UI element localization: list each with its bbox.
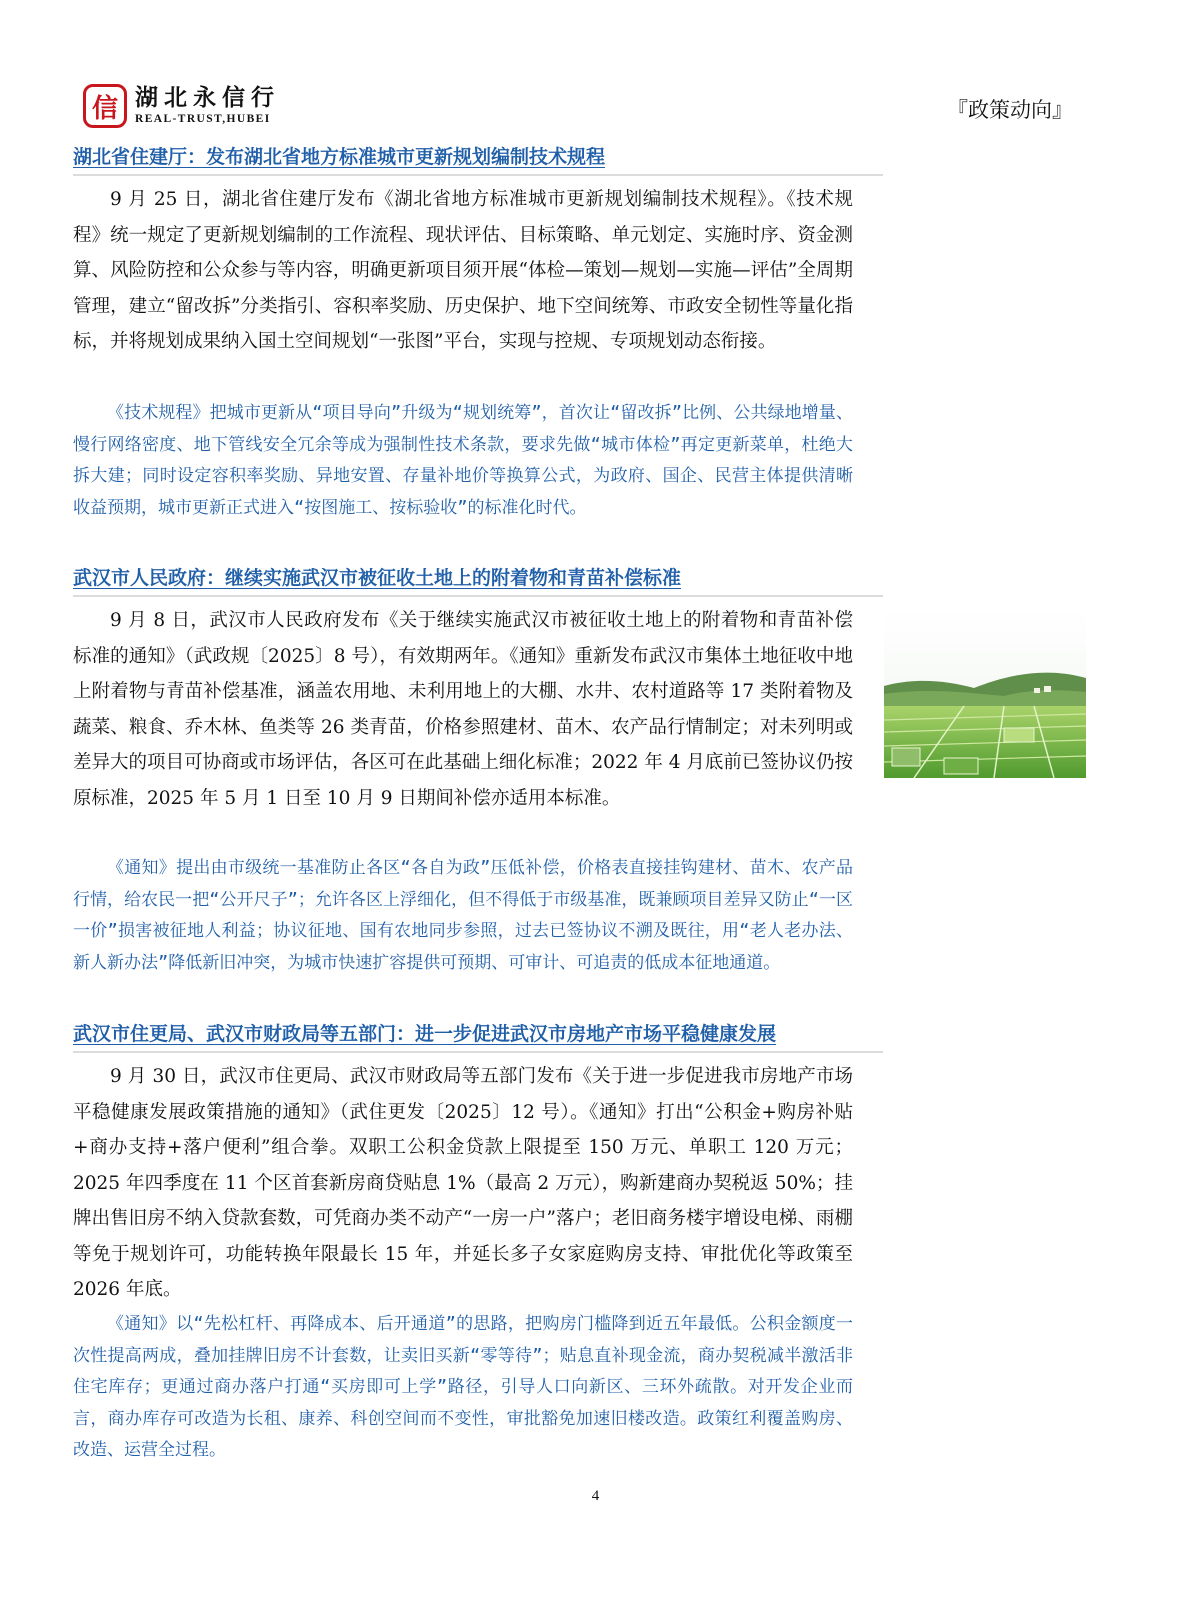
company-logo	[83, 82, 280, 130]
article-comment-3: 《通知》以“先松杠杆、再降成本、后开通道”的思路，把购房门槛降到近五年最低。公积金额度一次性提高两成，叠加挂牌旧房不计套数，让卖旧买新“零等待”；贴息直补现金流，商办契税减半激活非住宅库存；更通过商办落户打通“买房即可上学”路径，引导人口向新区、三环外疏散。对开发企业而言，商办库存可改造为长租、康养、科创空间而不变性，审批豁免加速旧楼改造。政策红利覆盖购房、改造、运营全过程。	[73, 1314, 853, 1460]
article-comment-1: 《技术规程》把城市更新从“项目导向”升级为“规划统筹”，首次让“留改拆”比例、公共绿地增量、慢行网络密度、地下管线安全冗余等成为强制性技术条款，要求先做“城市体检”再定更新菜单，杜绝大拆大建；同时设定容积率奖励、异地安置、存量补地价等换算公式，为政府、国企、民营主体提供清晰收益预期，城市更新正式进入“按图施工、按标验收”的标准化时代。	[73, 403, 853, 518]
article-body-2: 9 月 8 日，武汉市人民政府发布《关于继续实施武汉市被征收土地上的附着物和青苗补偿标准的通知》（武政规〔2025〕8 号），有效期两年。《通知》重新发布武汉市集体土地征收中地上附着物与青苗补偿基准，涵盖农用地、未利用地上的大棚、水井、农村道路等 17 类附着物及蔬菜、粮食、乔木林、鱼类等 26 类青苗，价格参照建材、苗木、农产品行情制定；对未列明或差异大的项目可协商或市场评估，各区可在此基础上细化标准；2022 年 4 月底前已签协议仍按原标准，2025 年 5 月 1 日至 10 月 9 日期间补偿亦适用本标准。	[73, 610, 853, 809]
logo-seal-icon: 信	[83, 84, 127, 128]
article-body-3: 9 月 30 日，武汉市住更局、武汉市财政局等五部门发布《关于进一步促进我市房地产市场平稳健康发展政策措施的通知》（武住更发〔2025〕12 号）。《通知》打出“公积金+购房补贴+商办支持+落户便利”组合拳。双职工公积金贷款上限提至 150 万元、单职工 120 万元；2025 年四季度在 11 个区首套新房商贷贴息 1%（最高 2 万元），购新建商办契税返 50%；挂牌出售旧房不纳入贷款套数，可凭商办类不动产“一房一户”落户；老旧商务楼宇增设电梯、雨棚等免于规划许可，功能转换年限最长 15 年，并延长多子女家庭购房支持、审批优化等政策至 2026 年底。	[73, 1066, 853, 1300]
article-body-1: 9 月 25 日，湖北省住建厅发布《湖北省地方标准城市更新规划编制技术规程》。《技术规程》统一规定了更新规划编制的工作流程、现状评估、目标策略、单元划定、实施时序、资金测算、风险防控和公众参与等内容，明确更新项目须开展“体检—策划—规划—实施—评估”全周期管理，建立“留改拆”分类指引、容积率奖励、历史保护、地下空间统筹、市政安全韧性等量化指标，并将规划成果纳入国土空间规划“一张图”平台，实现与控规、专项规划动态衔接。	[73, 189, 853, 352]
company-name-en: REAL-TRUST,HUBEI	[135, 112, 271, 125]
article-title-2: 武汉市人民政府：继续实施武汉市被征收土地上的附着物和青苗补偿标准	[73, 565, 883, 597]
article-comment-2: 《通知》提出由市级统一基准防止各区“各自为政”压低补偿，价格表直接挂钩建材、苗木、农产品行情，给农民一把“公开尺子”；允许各区上浮细化，但不得低于市级基准，既兼顾项目差异又防止“一区一价”损害被征地人利益；协议征地、国有农地同步参照，过去已签协议不溯及既往，用“老人老办法、新人新办法”降低新旧冲突，为城市快速扩容提供可预期、可审计、可追责的低成本征地通道。	[73, 858, 853, 973]
farmland-illustration	[884, 608, 1086, 778]
page-number: 4	[591, 1488, 600, 1504]
article-title-3: 武汉市住更局、武汉市财政局等五部门：进一步促进武汉市房地产市场平稳健康发展	[73, 1021, 883, 1053]
company-name-cn: 湖北永信行	[135, 84, 280, 111]
article-title-1: 湖北省住建厅：发布湖北省地方标准城市更新规划编制技术规程	[73, 144, 883, 176]
section-tag: 『政策动向』	[947, 98, 1073, 122]
